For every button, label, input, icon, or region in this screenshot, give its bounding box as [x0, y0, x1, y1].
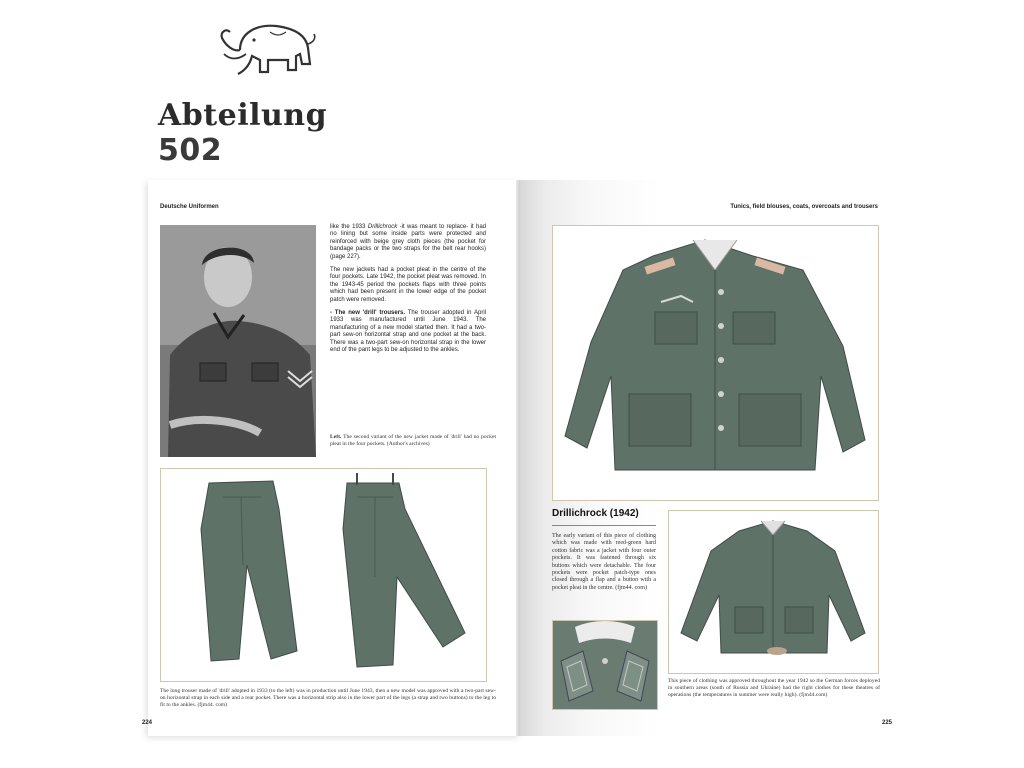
running-head-left: Deutsche Uniformen — [160, 204, 219, 210]
portrait-caption — [330, 434, 496, 448]
text-p3-heading: - The new 'drill' trousers. — [330, 310, 406, 317]
page-number-right: 225 — [882, 720, 893, 726]
caption-label: Left. — [330, 434, 342, 440]
page-number-left: 224 — [142, 720, 153, 726]
book-spread — [142, 180, 893, 736]
logo-number: 502 — [158, 133, 223, 168]
trousers-photo-frame — [160, 468, 487, 682]
text-p1-end: -it was meant to replace- it had no lining but some inside parts were protected and reinforced with beige grey cloth pieces (the pocket for bandage packs or the two straps for the belt rear hooks) (page 227). — [330, 224, 486, 260]
text-p1-italic: Drillichrock — [367, 224, 398, 230]
collar-photo-frame — [552, 620, 658, 710]
jacket-photo-frame — [552, 225, 879, 501]
left-body-text — [330, 224, 486, 361]
trousers-caption: The long trouser made of 'drill' adopted in 1933 (to the left) was in production until June 1943, then a new model was approved with a two-part sew-on horizontal strap in each side and a rear pocket. There was a horizontal strip also in the lower part of the legs (a strap and two buttons) to the leg to fit to the ankles. (fjm44. com) — [160, 688, 496, 708]
publisher-logo — [158, 20, 388, 168]
running-head-right: Tunics, field blouses, coats, overcoats and trousers — [730, 204, 878, 210]
jacket-photo — [553, 226, 878, 500]
collar-photo — [553, 621, 657, 709]
mammoth-icon — [210, 20, 320, 82]
text-p1-start: like the 1933 — [330, 224, 368, 230]
logo-text: Abteilung — [158, 98, 328, 133]
second-jacket-photo — [669, 511, 878, 673]
second-jacket-photo-frame — [668, 510, 879, 674]
caption-text: The second variant of the new jacket made of 'drill' had no pocket pleat in the four pockets. (Author's archives) — [330, 434, 496, 447]
section-title: Drillichrock (1942) — [552, 508, 639, 519]
section-title-rule — [552, 525, 656, 526]
soldier-portrait-photo — [160, 225, 316, 457]
second-jacket-caption: This piece of clothing was approved throughout the year 1942 so the German forces deployed in southern areas (south of Russia and Ukraine) had the right clothes for these theatres of operations (the temperatures in summer were really high). (fjm44.com) — [668, 678, 880, 698]
trousers-photo — [161, 469, 486, 681]
logo-wordmark — [158, 98, 388, 168]
right-page — [520, 180, 892, 736]
section-text: The early variant of this piece of clothing which was made with reed-green hard cotton fabric was a jacket with four outer pockets. It was fastened through six buttons which were detachable. The four pockets were pocket patch-type ones closed through a flap and a button with a pocket pleat in the centre. (fjm44. com) — [552, 533, 656, 591]
text-p3: The trouser adopted in April 1933 was manufactured until June 1943. The manufacturing of a new model started then. It had a two-part sew-on horizontal strap and one pocket at the back. There was a two-part sew-on horizontal strap in the lower end of the pant legs to be adjusted to the ankles. — [330, 310, 486, 354]
text-p2: The new jackets had a pocket pleat in the centre of the four pockets. Late 1942, the pocket pleat was removed. In the 1943-45 period the pockets flaps with three points which had been present in the lower edge of the pocket patch were removed. — [330, 267, 486, 303]
left-page — [142, 180, 520, 736]
